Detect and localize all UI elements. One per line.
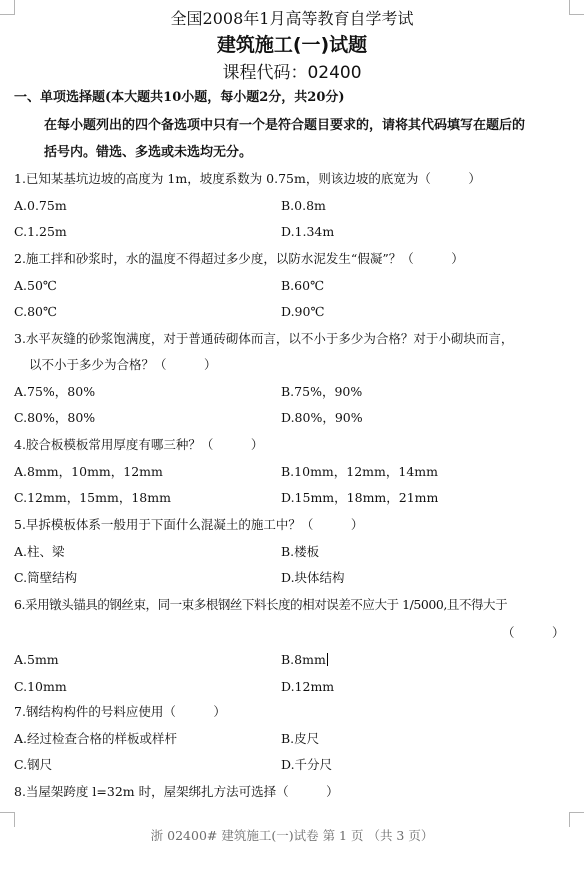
option-a: A.75%，80% [14, 384, 96, 399]
option-d: D.80%，90% [281, 410, 363, 425]
section-instruction-continued: 括号内。错选、多选或未选均无分。 [44, 145, 253, 160]
option-b-text: B.8mm [281, 652, 326, 667]
question-stem: 4.胶合板模板常用厚度有哪三种？（ ） [14, 437, 264, 452]
option-b: B.0.8m [281, 198, 326, 213]
option-b: B.10mm，12mm，14mm [281, 464, 438, 479]
option-a: A.经过检查合格的样板或样杆 [14, 731, 178, 746]
question-stem-continued: 以不小于多少为合格？（ ） [29, 357, 217, 372]
crop-mark-bottom-right [569, 812, 584, 827]
option-b: B.皮尺 [281, 731, 320, 746]
option-a: A.50℃ [14, 278, 57, 293]
option-c: C.1.25m [14, 224, 67, 239]
question-stem: 5.早拆模板体系一般用于下面什么混凝土的施工中？（ ） [14, 517, 364, 532]
question-stem: 7.钢结构构件的号料应使用（ ） [14, 704, 226, 719]
option-c: C.筒壁结构 [14, 570, 78, 585]
option-a: A.8mm，10mm，12mm [14, 464, 163, 479]
option-c: C.12mm，15mm，18mm [14, 490, 171, 505]
question-stem: 8.当屋架跨度 l=32m 时，屋架绑扎方法可选择（ ） [14, 784, 339, 799]
question-stem: 2.施工拌和砂浆时，水的温度不得超过多少度，以防水泥发生“假凝”？（ ） [14, 251, 464, 266]
answer-blank: （ ） [502, 625, 565, 640]
subject-title: 建筑施工(一)试题 [216, 34, 368, 56]
option-d: D.块体结构 [281, 570, 345, 585]
section-instruction: 在每小题列出的四个备选项中只有一个是符合题目要求的，请将其代码填写在题后的 [44, 118, 526, 133]
option-c: C.钢尺 [14, 757, 53, 772]
question-stem: 6.采用镦头锚具的钢丝束，同一束多根钢丝下料长度的相对误差不应大于 1/5000,且不得大于 [14, 597, 508, 612]
option-b: B.60℃ [281, 278, 325, 293]
page-footer: 浙 02400# 建筑施工(一)试卷 第 1 页 （共 3 页） [150, 828, 434, 843]
text-cursor [327, 653, 328, 666]
section-title: 一、单项选择题(本大题共10小题，每小题2分，共20分) [14, 90, 345, 105]
option-d: D.12mm [281, 679, 335, 694]
question-stem: 3.水平灰缝的砂浆饱满度，对于普通砖砌体而言，以不小于多少为合格？对于小砌块而言， [14, 331, 514, 346]
option-b [281, 652, 328, 668]
option-a: A.柱、梁 [14, 544, 65, 559]
course-code: 课程代码：02400 [222, 63, 362, 83]
question-stem: 1.已知某基坑边坡的高度为 1m，坡度系数为 0.75m，则该边坡的底宽为（ ） [14, 171, 481, 186]
option-b: B.75%，90% [281, 384, 363, 399]
option-c: C.10mm [14, 679, 67, 694]
option-a: A.5mm [14, 652, 59, 667]
option-d: D.15mm，18mm，21mm [281, 490, 439, 505]
exam-title: 全国2008年1月高等教育自学考试 [170, 9, 414, 28]
crop-mark-bottom-left [0, 812, 15, 827]
option-d: D.1.34m [281, 224, 335, 239]
option-c: C.80%，80% [14, 410, 96, 425]
option-a: A.0.75m [14, 198, 67, 213]
option-d: D.90℃ [281, 304, 325, 319]
option-b: B.楼板 [281, 544, 320, 559]
option-d: D.千分尺 [281, 757, 333, 772]
option-c: C.80℃ [14, 304, 57, 319]
